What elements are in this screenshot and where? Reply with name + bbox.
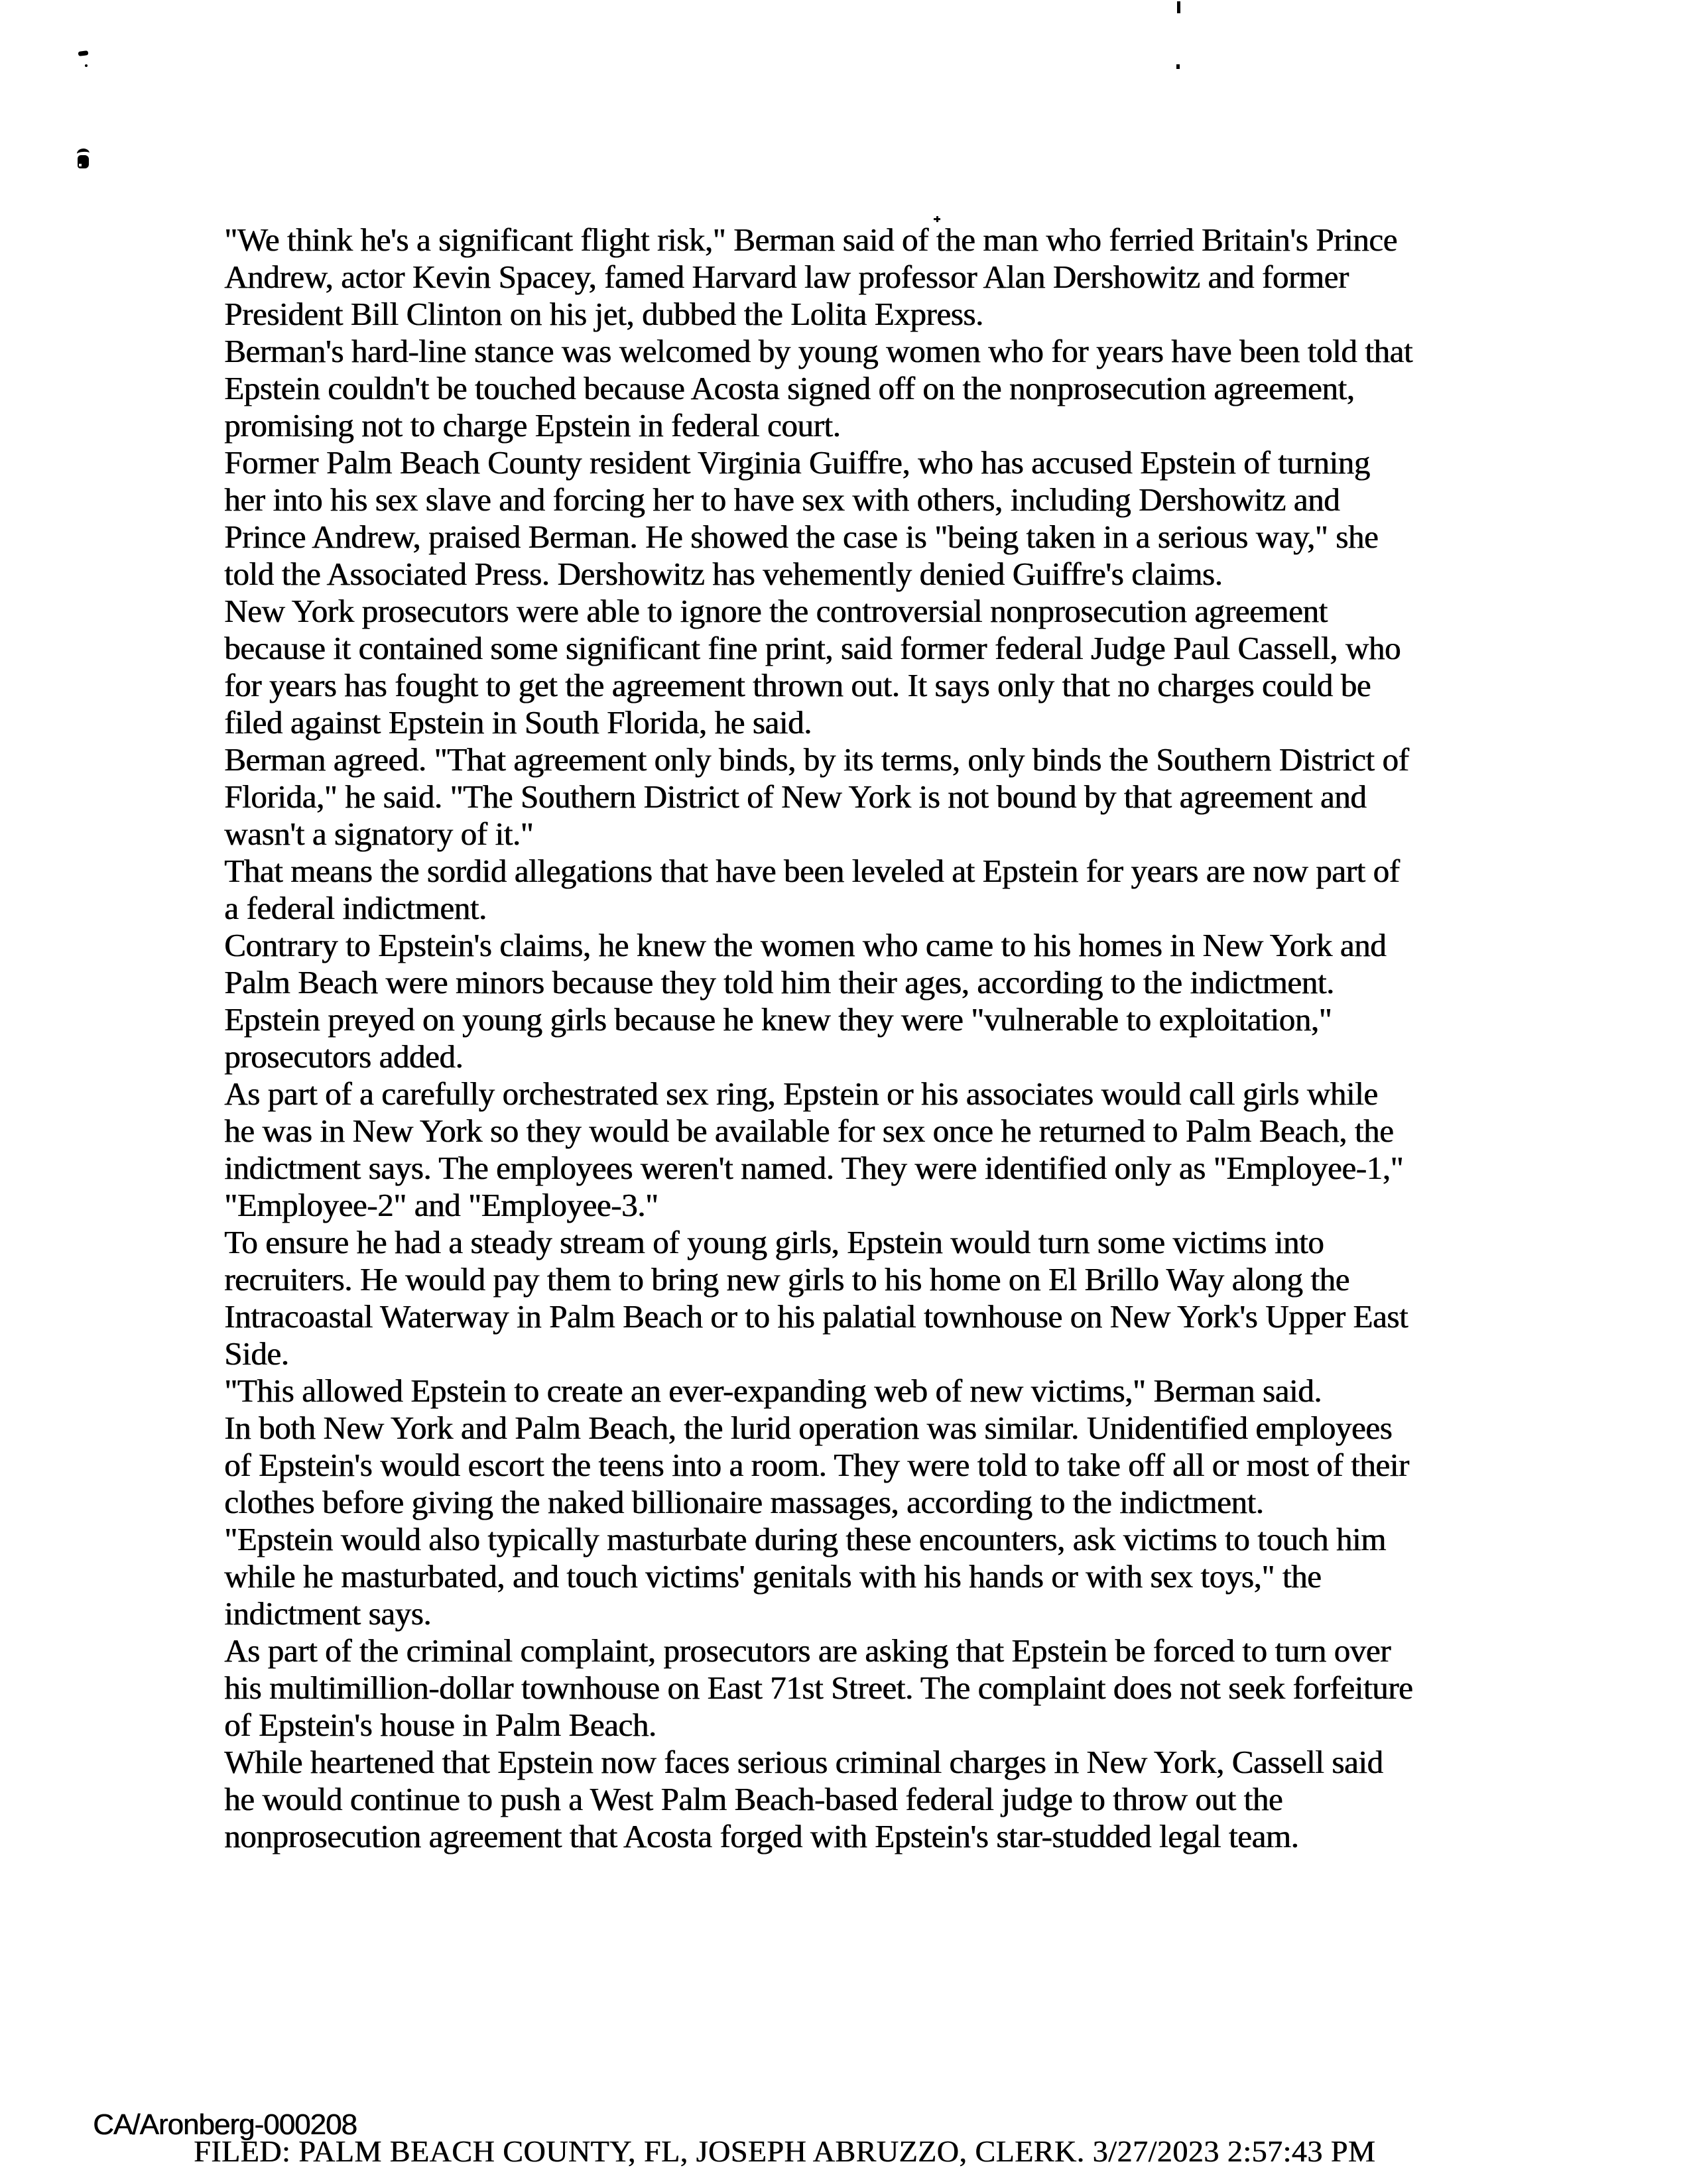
text-line: "This allowed Epstein to create an ever-expanding web of new victims," Berman said. xyxy=(224,1372,1322,1409)
clerk-filed-stamp: FILED: PALM BEACH COUNTY, FL, JOSEPH ABRUZZO, CLERK. 3/27/2023 2:57:43 PM xyxy=(194,2134,1376,2168)
text-line: his multimillion-dollar townhouse on East 71st Street. The complaint does not seek forfeiture xyxy=(224,1669,1413,1706)
text-line: To ensure he had a steady stream of young girls, Epstein would turn some victims into xyxy=(224,1224,1324,1260)
text-line: While heartened that Epstein now faces serious criminal charges in New York, Cassell said xyxy=(224,1744,1383,1780)
text-line: Andrew, actor Kevin Spacey, famed Harvard law professor Alan Dershowitz and former xyxy=(224,259,1349,295)
text-line: As part of the criminal complaint, prosecutors are asking that Epstein be forced to turn over xyxy=(224,1632,1391,1669)
text-line: he was in New York so they would be available for sex once he returned to Palm Beach, the xyxy=(224,1113,1394,1149)
text-line: Epstein couldn't be touched because Acosta signed off on the nonprosecution agreement, xyxy=(224,370,1355,406)
text-line: he would continue to push a West Palm Beach-based federal judge to throw out the xyxy=(224,1781,1283,1817)
text-line: indictment says. xyxy=(224,1595,432,1632)
text-line: for years has fought to get the agreement thrown out. It says only that no charges could be xyxy=(224,667,1371,703)
document-body xyxy=(224,221,1412,1855)
right-edge-scan-noise xyxy=(1629,12,1647,1736)
scan-dot-artifact xyxy=(1176,64,1180,69)
text-line: Former Palm Beach County resident Virginia Guiffre, who has accused Epstein of turning xyxy=(224,444,1370,481)
text-line: In both New York and Palm Beach, the lurid operation was similar. Unidentified employees xyxy=(224,1410,1393,1446)
text-line: filed against Epstein in South Florida, he said. xyxy=(224,704,812,741)
text-line: As part of a carefully orchestrated sex ring, Epstein or his associates would call girls while xyxy=(224,1075,1378,1112)
ink-blot-artifact xyxy=(79,164,82,166)
footer-noise-line xyxy=(41,2088,1577,2094)
text-line: promising not to charge Epstein in federal court. xyxy=(224,407,841,444)
text-line: Berman agreed. "That agreement only binds, by its terms, only binds the Southern District of xyxy=(224,741,1409,778)
ink-blot-artifact xyxy=(78,50,89,56)
scan-tick-artifact xyxy=(1177,1,1180,13)
text-line: Epstein preyed on young girls because he knew they were "vulnerable to exploitation," xyxy=(224,1001,1332,1038)
text-line: while he masturbated, and touch victims' genitals with his hands or with sex toys," the xyxy=(224,1558,1322,1595)
text-line: "Epstein would also typically masturbate during these encounters, ask victims to touch him xyxy=(224,1521,1386,1557)
text-line: "We think he's a significant flight risk," Berman said of the man who ferried Britain's Prince xyxy=(224,221,1397,258)
text-line: a federal indictment. xyxy=(224,890,487,926)
text-line: wasn't a signatory of it." xyxy=(224,816,534,852)
text-line: President Bill Clinton on his jet, dubbed the Lolita Express. xyxy=(224,296,983,332)
text-line: her into his sex slave and forcing her to have sex with others, including Dershowitz and xyxy=(224,481,1340,518)
text-line: Contrary to Epstein's claims, he knew the women who came to his homes in New York and xyxy=(224,927,1387,963)
text-line: "Employee-2" and "Employee-3." xyxy=(224,1187,658,1223)
text-line: indictment says. The employees weren't named. They were identified only as "Employee-1," xyxy=(224,1150,1404,1186)
text-line: Berman's hard-line stance was welcomed by young women who for years have been told that xyxy=(224,333,1412,369)
text-line: prosecutors added. xyxy=(224,1038,464,1075)
bates-number: CA/Aronberg-000208 xyxy=(93,2108,357,2141)
text-line: of Epstein's house in Palm Beach. xyxy=(224,1707,656,1743)
ink-blot-artifact xyxy=(78,155,89,168)
ink-dot-artifact xyxy=(85,64,88,67)
text-line: Prince Andrew, praised Berman. He showed the case is "being taken in a serious way," she xyxy=(224,518,1379,555)
text-line: Side. xyxy=(224,1335,289,1372)
text-line: recruiters. He would pay them to bring new girls to his home on El Brillo Way along the xyxy=(224,1261,1349,1298)
text-line: New York prosecutors were able to ignore the controversial nonprosecution agreement xyxy=(224,593,1328,629)
text-line: told the Associated Press. Dershowitz has vehemently denied Guiffre's claims. xyxy=(224,556,1223,592)
text-line: That means the sordid allegations that have been leveled at Epstein for years are now part of xyxy=(224,853,1400,889)
text-line: Intracoastal Waterway in Palm Beach or to his palatial townhouse on New York's Upper East xyxy=(224,1298,1408,1335)
text-line: nonprosecution agreement that Acosta forged with Epstein's star-studded legal team. xyxy=(224,1818,1299,1854)
text-line: of Epstein's would escort the teens into a room. They were told to take off all or most of their xyxy=(224,1447,1409,1483)
text-line: because it contained some significant fine print, said former federal Judge Paul Cassell, who xyxy=(224,630,1401,666)
text-line: Palm Beach were minors because they told him their ages, according to the indictment. xyxy=(224,964,1334,1001)
text-line: clothes before giving the naked billionaire massages, according to the indictment. xyxy=(224,1484,1264,1520)
text-line: Florida," he said. "The Southern District of New York is not bound by that agreement and xyxy=(224,778,1367,815)
